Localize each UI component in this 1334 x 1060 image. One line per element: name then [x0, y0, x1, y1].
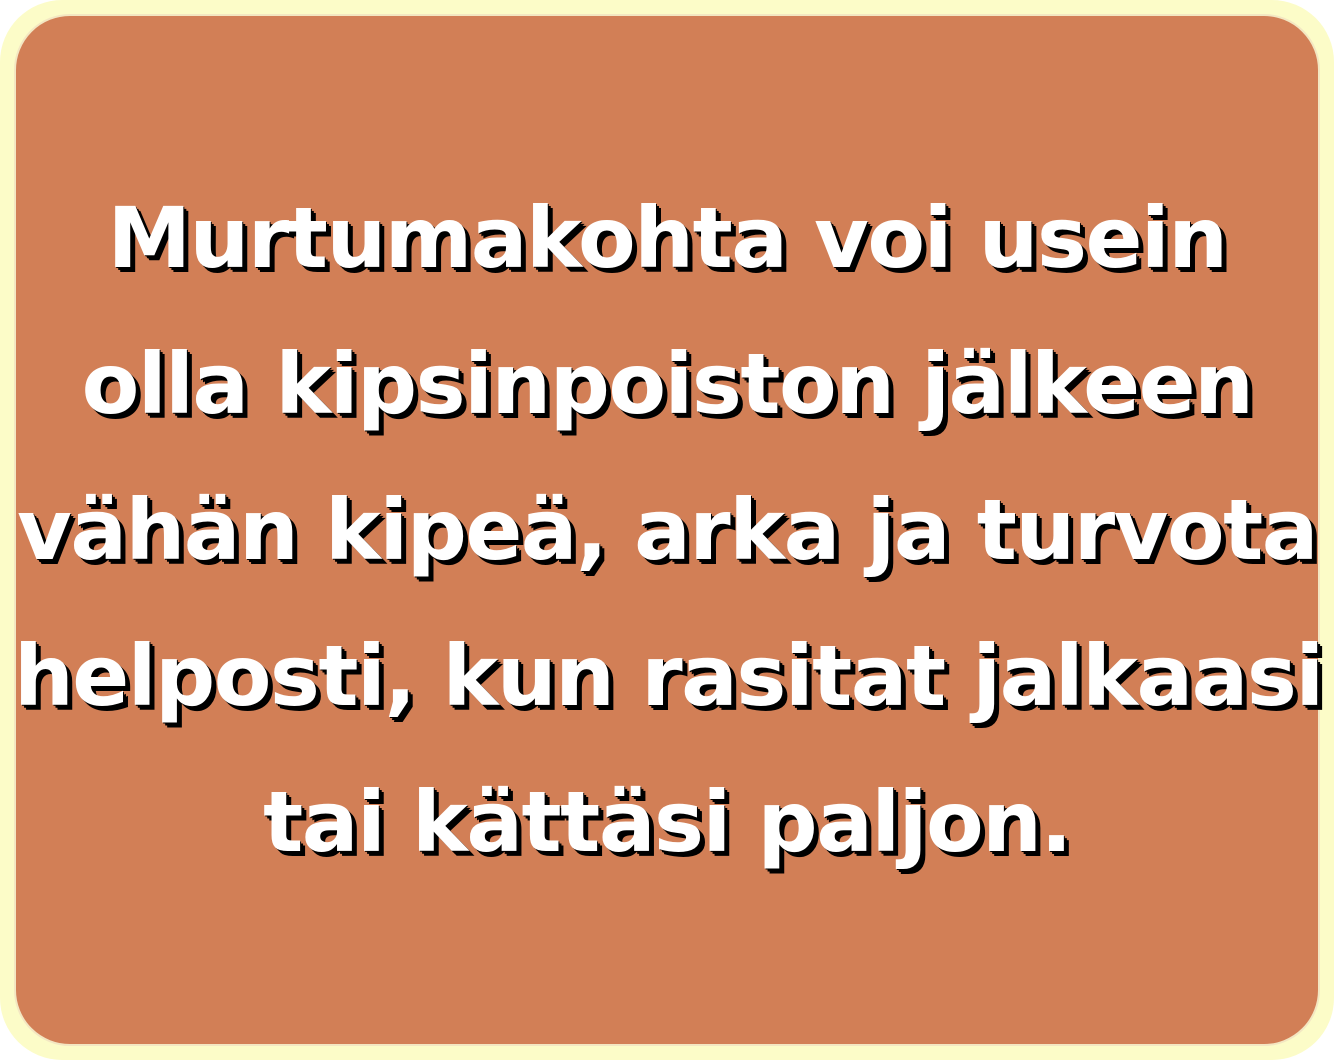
message-text — [14, 165, 1323, 895]
message-line-3: vähän kipeä, arka ja turvota — [17, 481, 1317, 579]
message-line-2: olla kipsinpoiston jälkeen — [81, 335, 1253, 433]
message-line-1: Murtumakohta voi usein — [107, 189, 1227, 287]
message-card — [14, 14, 1323, 1046]
message-line-5: tai kättäsi paljon. — [263, 773, 1071, 871]
message-line-4: helposti, kun rasitat jalkaasi — [14, 627, 1323, 725]
